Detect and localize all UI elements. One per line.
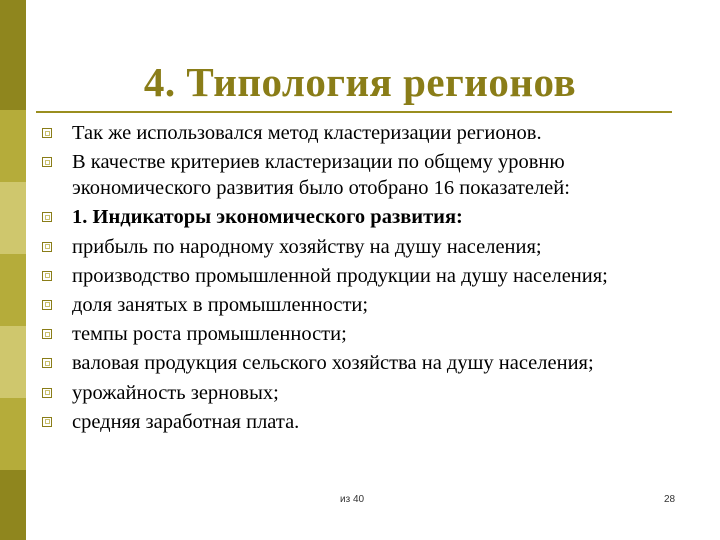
bullet-text: урожайность зерновых; <box>72 381 279 404</box>
side-bar-segment <box>0 182 26 254</box>
bullet-text: доля занятых в промышленности; <box>72 293 369 316</box>
bullet-item <box>40 234 700 260</box>
bullet-item <box>40 263 700 289</box>
side-bar-segment <box>0 326 26 398</box>
bullet-item <box>40 409 700 435</box>
side-bar-segment <box>0 0 26 110</box>
title-divider <box>36 111 672 113</box>
side-decoration-bar <box>0 0 26 540</box>
bullet-item <box>40 292 700 318</box>
page-number: 28 <box>664 494 676 505</box>
bullet-text: средняя заработная плата. <box>72 410 300 433</box>
bullet-text: темпы роста промышленности; <box>72 323 347 346</box>
square-bullet-icon <box>42 157 52 167</box>
square-bullet-icon <box>42 212 52 222</box>
square-bullet-icon <box>42 329 52 339</box>
side-bar-segment <box>0 398 26 470</box>
square-bullet-icon <box>42 271 52 281</box>
bullet-text: прибыль по народному хозяйству на душу населения; <box>72 235 542 258</box>
square-bullet-icon <box>42 417 52 427</box>
bullet-item <box>40 204 700 230</box>
bullet-text: В качестве критериев кластеризации по общему уровню экономического развития было отобрано 16 показателей: <box>72 151 570 200</box>
bullet-text: валовая продукция сельского хозяйства на душу населения; <box>72 352 594 375</box>
square-bullet-icon <box>42 358 52 368</box>
bullet-list <box>40 120 700 438</box>
bullet-text: производство промышленной продукции на душу населения; <box>72 264 608 287</box>
square-bullet-icon <box>42 300 52 310</box>
side-bar-segment <box>0 110 26 182</box>
bullet-item <box>40 120 700 146</box>
bullet-item <box>40 350 700 376</box>
bullet-text: 1. Индикаторы экономического развития: <box>72 206 463 229</box>
slide-title: 4. Типология регионов <box>143 59 577 105</box>
bullet-item <box>40 380 700 406</box>
square-bullet-icon <box>42 128 52 138</box>
side-bar-segment <box>0 470 26 540</box>
slide-count-label: из 40 <box>340 494 365 505</box>
side-bar-segment <box>0 254 26 326</box>
square-bullet-icon <box>42 242 52 252</box>
bullet-item <box>40 149 700 201</box>
square-bullet-icon <box>42 388 52 398</box>
bullet-text: Так же использовался метод кластеризации регионов. <box>72 122 542 144</box>
bullet-item <box>40 321 700 347</box>
